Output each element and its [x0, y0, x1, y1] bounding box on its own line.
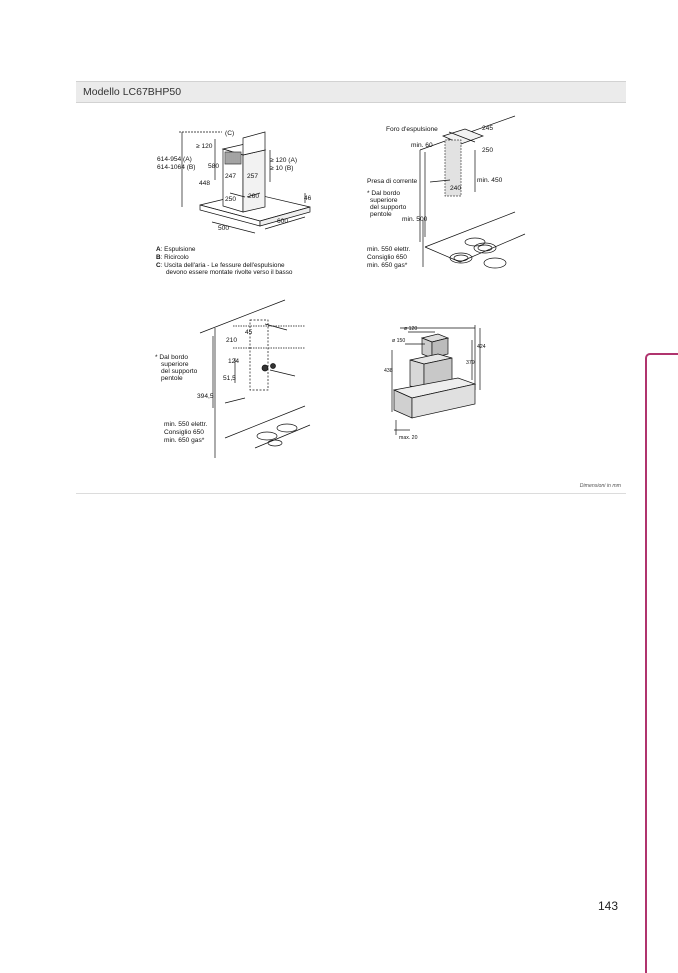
fig1-label-c: (C)	[225, 130, 235, 137]
chapter-side-tab	[645, 353, 678, 973]
fig3-dim-210: 210	[226, 337, 238, 344]
fig2-dim-250: 250	[482, 147, 494, 154]
section-divider	[76, 493, 626, 494]
wall-fixing-drawing	[155, 308, 315, 463]
legend-item-b: B: Ricircolo	[156, 254, 189, 261]
legend-item-c-continued: devono essere montate rivolte verso il basso	[166, 269, 293, 276]
hood-drawing	[155, 125, 315, 240]
fig4-dim-424: 424	[477, 344, 486, 350]
fig3-dim-394-5: 394,5	[197, 393, 214, 400]
fig2-min500: min. 500	[402, 216, 428, 223]
side-view-drawing	[380, 320, 495, 445]
fig4-max20: max. 20	[399, 435, 418, 441]
fig1-dim-right-b: ≥ 10 (B)	[270, 165, 294, 172]
model-header-bar	[76, 81, 626, 103]
fig4-dim-379: 379	[466, 360, 475, 366]
fig2-min60: min. 60	[411, 142, 433, 149]
fig3-note-line2: superiore	[161, 361, 189, 368]
figure-wall-installation	[365, 122, 525, 277]
fig2-power-socket: Presa di corrente	[367, 178, 418, 185]
fig2-dim-240: 240	[450, 185, 462, 192]
units-note: Dimensioni in mm	[579, 483, 621, 489]
fig1-dim-a-range: 614-954 (A)	[157, 156, 192, 163]
legend-item-c: C: Uscita dell'aria - Le fessure dell'espulsione	[156, 262, 285, 269]
figure-wall-fixing	[155, 308, 315, 463]
fig3-hob-line2: Consiglio 650	[164, 429, 204, 436]
fig1-dim-250: 250	[225, 196, 237, 203]
figure-side-view	[380, 320, 495, 445]
legend-item-a: A: Espulsione	[156, 246, 196, 253]
fig1-dim-580: 580	[208, 163, 220, 170]
fig3-dim-51-5: 51,5	[223, 375, 236, 382]
fig2-hob-line1: min. 550 elettr.	[367, 246, 411, 253]
fig4-diameter-120: ø 120	[404, 326, 418, 332]
fig3-note-line3: del supporto	[161, 368, 198, 375]
fig1-dim-448: 448	[199, 180, 211, 187]
fig4-diameter-150: ø 150	[392, 338, 406, 344]
fig1-dim-500: 500	[218, 225, 230, 232]
fig1-dim-46: 46	[304, 195, 312, 202]
fig2-note-line3: del supporto	[370, 204, 407, 211]
fig2-note-line2: superiore	[370, 197, 398, 204]
fig1-dim-min120: ≥ 120	[196, 143, 213, 150]
fig1-dim-257: 257	[247, 173, 259, 180]
fig1-dim-right-a: ≥ 120 (A)	[270, 157, 298, 164]
fig3-note-line1: * Dal bordo	[155, 354, 188, 361]
fig3-hob-line1: min. 550 elettr.	[164, 421, 208, 428]
fig1-dim-260: 260	[248, 193, 260, 200]
fig4-dim-438: 438	[384, 368, 393, 374]
fig2-note-line1: * Dal bordo	[367, 190, 400, 197]
fig2-note-line4: pentole	[370, 211, 392, 218]
fig2-hob-line2: Consiglio 650	[367, 254, 407, 261]
fig2-min450: min. 450	[477, 177, 503, 184]
page-number: 143	[598, 899, 619, 913]
figure-hood-dimensions	[155, 125, 315, 240]
fig2-hob-line3: min. 650 gas*	[367, 262, 408, 269]
wall-installation-drawing	[365, 122, 525, 277]
fig3-hob-line3: min. 650 gas*	[164, 437, 205, 444]
fig1-dim-247: 247	[225, 173, 237, 180]
fig1-dim-600: 600	[277, 218, 289, 225]
fig3-note-line4: pentole	[161, 375, 183, 382]
fig2-dim-245: 245	[482, 125, 494, 132]
fig1-dim-b-range: 614-1064 (B)	[157, 164, 196, 171]
fig3-dim-124: 124	[228, 358, 240, 365]
fig2-exhaust-hole: Foro d'espulsione	[386, 126, 438, 133]
model-label: Modello LC67BHP50	[83, 86, 182, 98]
fig3-dim-45: 45	[245, 329, 253, 336]
